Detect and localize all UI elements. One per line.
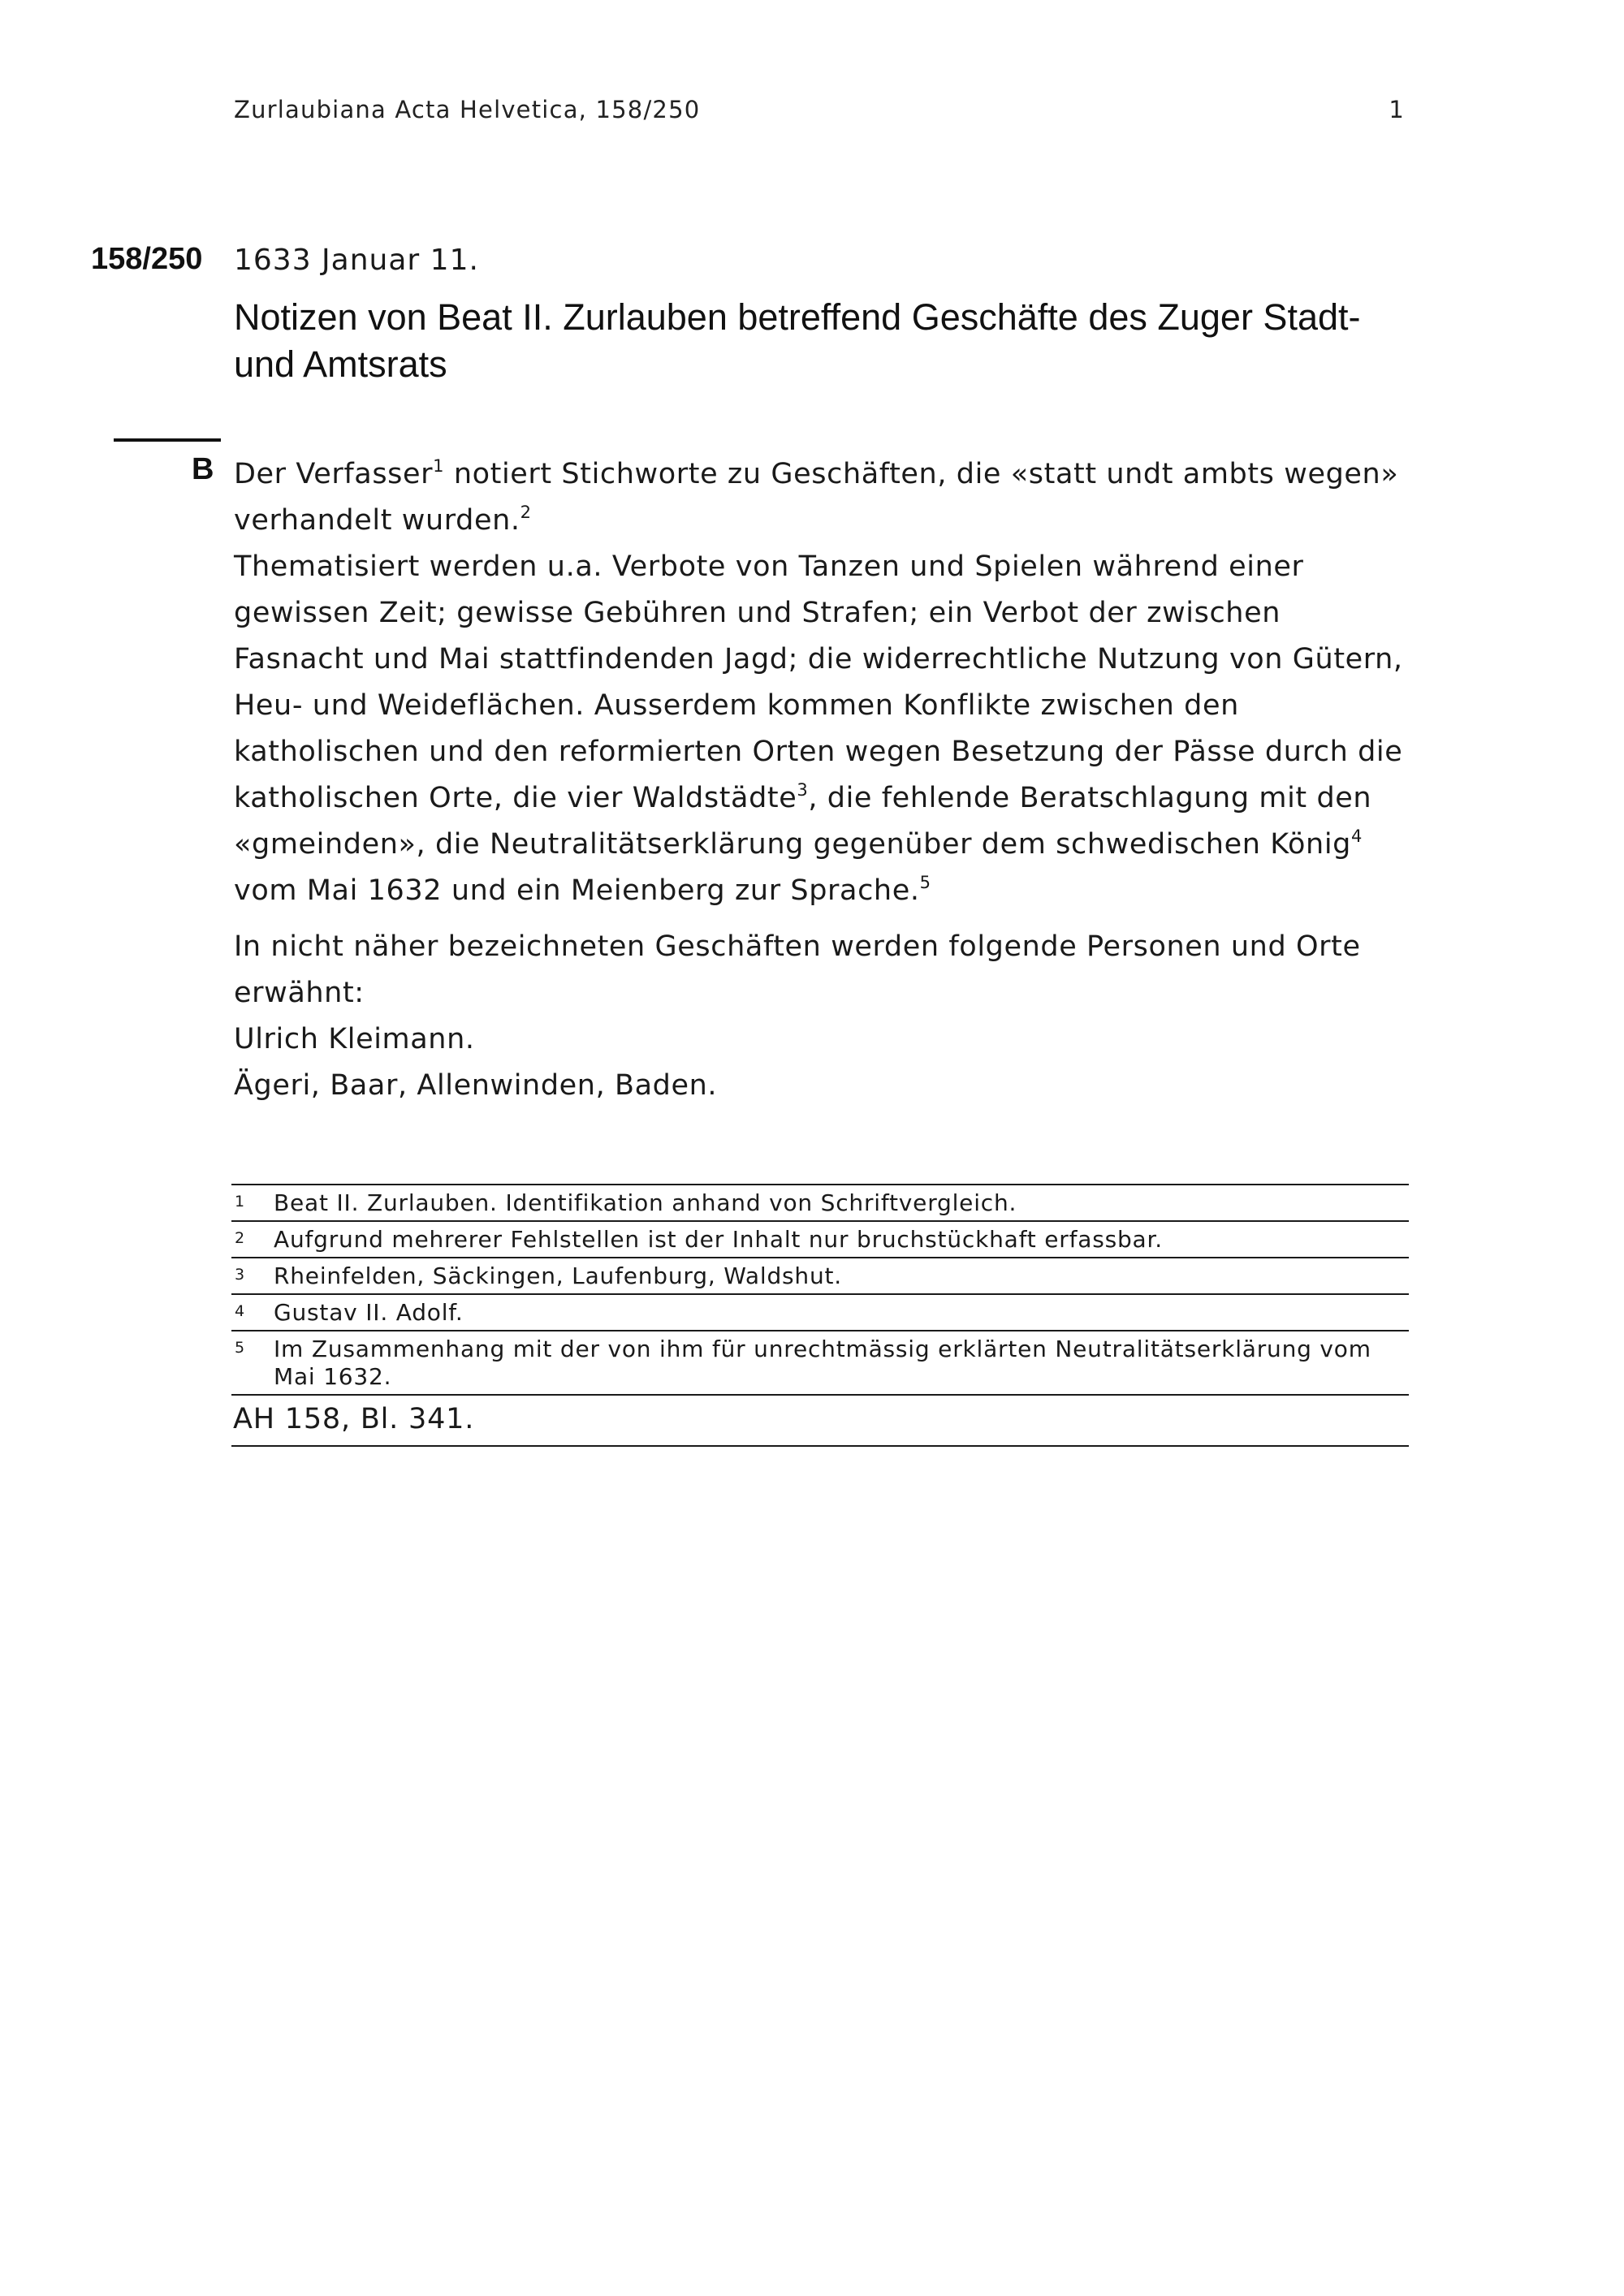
footnotes: [231, 1184, 1409, 1447]
footnote-ref-5[interactable]: 5: [919, 873, 931, 892]
body-text: [234, 451, 1419, 1109]
footnote-1: [231, 1184, 1409, 1220]
document-number: 158/250: [91, 242, 203, 276]
body-paragraph-3: In nicht näher bezeichneten Geschäften werden folgende Personen und Orte erwähnt:: [234, 930, 1361, 1009]
footnote-number: 5: [235, 1339, 245, 1357]
footnote-5: [231, 1330, 1409, 1394]
footnote-ref-1[interactable]: 1: [433, 456, 445, 476]
section-rule: [114, 438, 221, 442]
footnote-3: [231, 1257, 1409, 1293]
footnote-number: 4: [235, 1302, 245, 1320]
footnote-number: 1: [235, 1193, 245, 1211]
footnote-2: [231, 1220, 1409, 1257]
running-header: [234, 96, 1405, 123]
footnote-ref-2[interactable]: 2: [520, 503, 532, 522]
section-marker: B: [192, 452, 214, 486]
body-paragraph-places: Ägeri, Baar, Allenwinden, Baden.: [234, 1069, 718, 1102]
footnote-ref-4[interactable]: 4: [1350, 826, 1363, 846]
footnote-number: 3: [235, 1266, 245, 1284]
footnote-ref-3[interactable]: 3: [797, 780, 809, 800]
footnote-number: 2: [235, 1229, 245, 1247]
footnote-4: [231, 1293, 1409, 1330]
body-paragraph-2: Thematisiert werden u.a. Verbote von Tanzen und Spielen während einer gewissen Zeit; gewisse Gebühren und Strafen; ein Verbot der zwischen Fasnacht und Mai stattfindenden Jagd; die widerrechtliche Nutzung von Gütern, Heu- und Weideflächen. Ausserdem kommen Konflikte zwischen den katholischen und den reformierten Orten wegen Besetzung der Pässe durch die katholischen Orte, die vier Waldstädte$^3$, die fehlende Beratschlagung mit den «gmeinden», die Neutralitätserklärung gegenüber dem schwedischen König$^4$ vom Mai 1632 und ein Meienberg zur Sprache.$^5$: [234, 550, 1403, 907]
body-paragraph-persons: Ulrich Kleimann.: [234, 1023, 475, 1055]
footnote-text: Aufgrund mehrerer Fehlstellen ist der Inhalt nur bruchstückhaft erfassbar.: [274, 1226, 1163, 1253]
footnote-text: Im Zusammenhang mit der von ihm für unrechtmässig erklärten Neutralitätserklärung vom Mai 1632.: [274, 1336, 1371, 1390]
document-date: 1633 Januar 11.: [234, 244, 479, 277]
footnote-text: Beat II. Zurlauben. Identifikation anhand von Schriftvergleich.: [274, 1189, 1017, 1216]
body-paragraph-1: Der Verfasser$^1$ notiert Stichworte zu Geschäften, die «statt undt ambts wegen» verhandelt wurden.$^2$: [234, 456, 1399, 537]
running-title: Zurlaubiana Acta Helvetica, 158/250: [234, 96, 701, 123]
document-title: Notizen von Beat II. Zurlauben betreffend Geschäfte des Zuger Stadt- und Amtsrats: [234, 296, 1361, 385]
source-reference: AH 158, Bl. 341.: [231, 1394, 1409, 1447]
footnote-text: Rheinfelden, Säckingen, Laufenburg, Waldshut.: [274, 1262, 842, 1289]
page-number: 1: [1389, 96, 1405, 123]
footnote-text: Gustav II. Adolf.: [274, 1299, 464, 1326]
